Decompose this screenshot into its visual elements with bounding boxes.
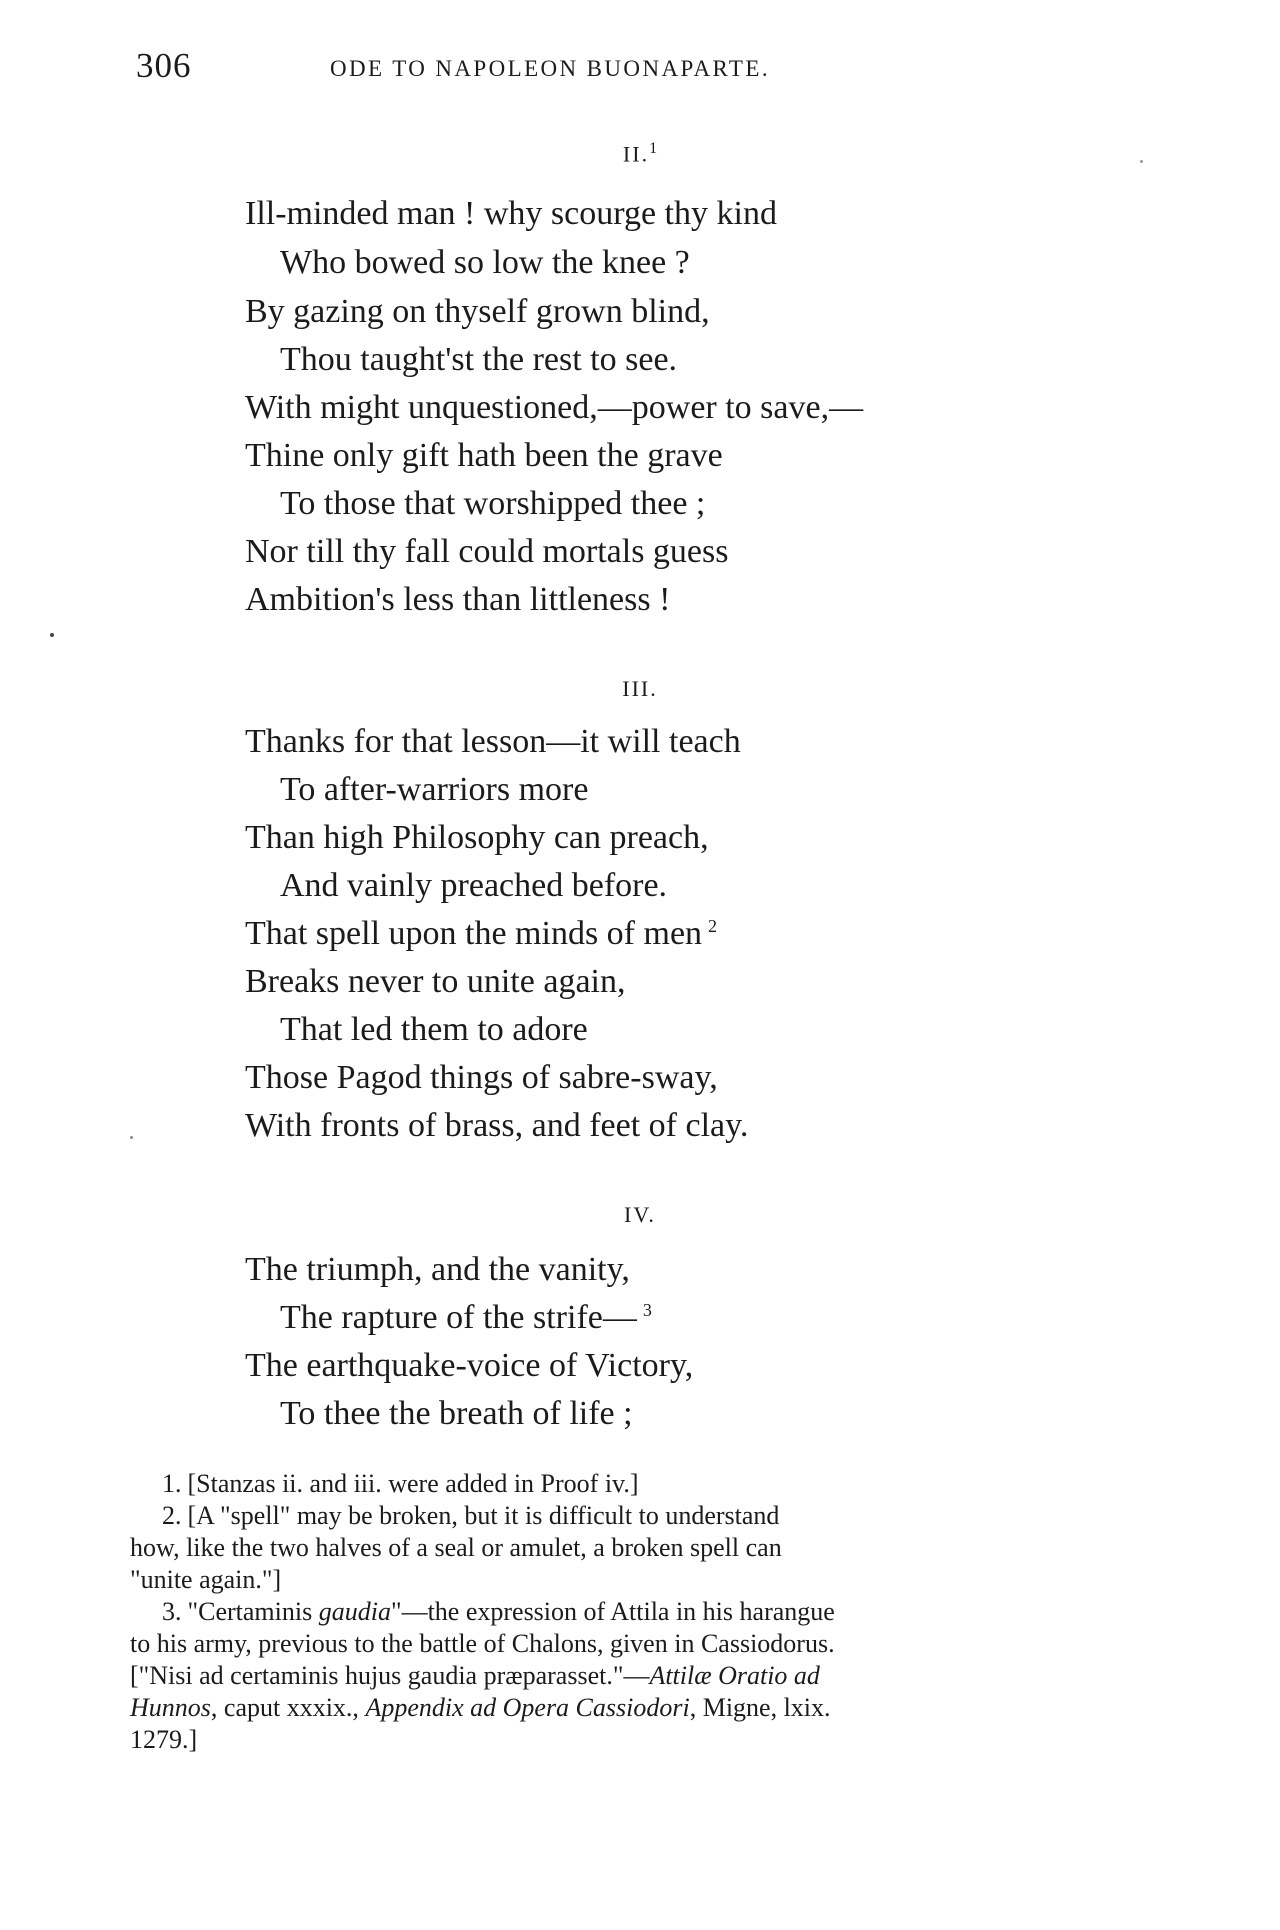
poem-line: Ambition's less than littleness !: [245, 581, 671, 618]
poem-line: Ill-minded man ! why scourge thy kind: [245, 195, 777, 232]
stanza-heading-iv: IV.: [624, 1202, 656, 1227]
poem-line: To thee the breath of life ;: [280, 1395, 633, 1432]
footnote-number: 3.: [162, 1597, 182, 1626]
footnote-ref-3: 3: [642, 1299, 652, 1320]
footnote-number: 1.: [162, 1469, 182, 1498]
poem-line: With might unquestioned,—power to save,—: [245, 389, 864, 426]
footnote-text: [A "spell" may be broken, but it is difficult to understand: [187, 1501, 780, 1530]
poem-line: The earthquake-voice of Victory,: [245, 1347, 694, 1384]
poem-line-with-note: [280, 1298, 652, 1338]
poem-line: With fronts of brass, and feet of clay.: [245, 1107, 749, 1144]
footnote-text: how, like the two halves of a seal or amulet, a broken spell can: [130, 1533, 782, 1562]
poem-line: To those that worshipped thee ;: [280, 485, 706, 522]
poem-line: Breaks never to unite again,: [245, 963, 626, 1000]
footnote-ref-2: 2: [708, 915, 718, 936]
footnote-text: ["Nisi ad certaminis hujus gaudia præparasset."—: [130, 1661, 650, 1690]
stanza-heading-ii: [0, 140, 1280, 167]
footnote-text: , caput xxxix.,: [210, 1693, 366, 1722]
poem-line-text: The rapture of the strife—: [280, 1299, 637, 1336]
footnote-text: "Certaminis: [187, 1597, 319, 1626]
footnote-3: [130, 1596, 1068, 1756]
footnotes: [130, 1468, 1068, 1756]
footnote-text: to his army, previous to the battle of Chalons, given in Cassiodorus.: [130, 1629, 835, 1658]
footnote-text: [Stanzas ii. and iii. were added in Proof iv.]: [187, 1469, 639, 1498]
scan-speck: [130, 1136, 133, 1139]
footnote-italic: Attilæ Oratio ad: [649, 1661, 820, 1690]
scan-speck: [1140, 160, 1143, 163]
footnote-ref-1: 1: [649, 140, 658, 157]
poem-line: The triumph, and the vanity,: [245, 1251, 630, 1288]
poem-line-text: That spell upon the minds of men: [245, 915, 703, 952]
footnote-italic: Appendix ad Opera Cassiodori: [365, 1693, 690, 1722]
footnote-number: 2.: [162, 1501, 182, 1530]
footnote-text: "—the expression of Attila in his harangue: [390, 1597, 835, 1626]
poem-line: Thou taught'st the rest to see.: [280, 341, 678, 378]
poem-line: By gazing on thyself grown blind,: [245, 293, 710, 330]
footnote-italic: Hunnos: [130, 1693, 211, 1722]
stanza-heading-ii-text: II.: [622, 141, 650, 167]
scan-speck: [50, 633, 54, 637]
poem-line: Thanks for that lesson—it will teach: [245, 723, 741, 760]
page-number: 306: [136, 46, 192, 85]
poem-line: Than high Philosophy can preach,: [245, 819, 709, 856]
poem-line-with-note: [245, 914, 717, 954]
footnote-text: , Migne, lxix.: [689, 1693, 831, 1722]
poem-line: Nor till thy fall could mortals guess: [245, 533, 729, 570]
page-header: [0, 40, 1280, 90]
footnote-1: [130, 1468, 1068, 1500]
poem-line: Thine only gift hath been the grave: [245, 437, 723, 474]
footnote-text: "unite again."]: [130, 1565, 282, 1594]
running-title: ODE TO NAPOLEON BUONAPARTE.: [330, 56, 770, 81]
footnote-2: [130, 1500, 1068, 1596]
poem-line: And vainly preached before.: [280, 867, 668, 904]
stanza-heading-iii: III.: [622, 676, 658, 701]
poem-line: Who bowed so low the knee ?: [280, 244, 690, 281]
poem-line: Those Pagod things of sabre-sway,: [245, 1059, 718, 1096]
poem-line: That led them to adore: [280, 1011, 588, 1048]
footnote-italic: gaudia: [318, 1597, 391, 1626]
footnote-text: 1279.]: [130, 1725, 198, 1754]
poem-line: To after-warriors more: [280, 771, 589, 808]
